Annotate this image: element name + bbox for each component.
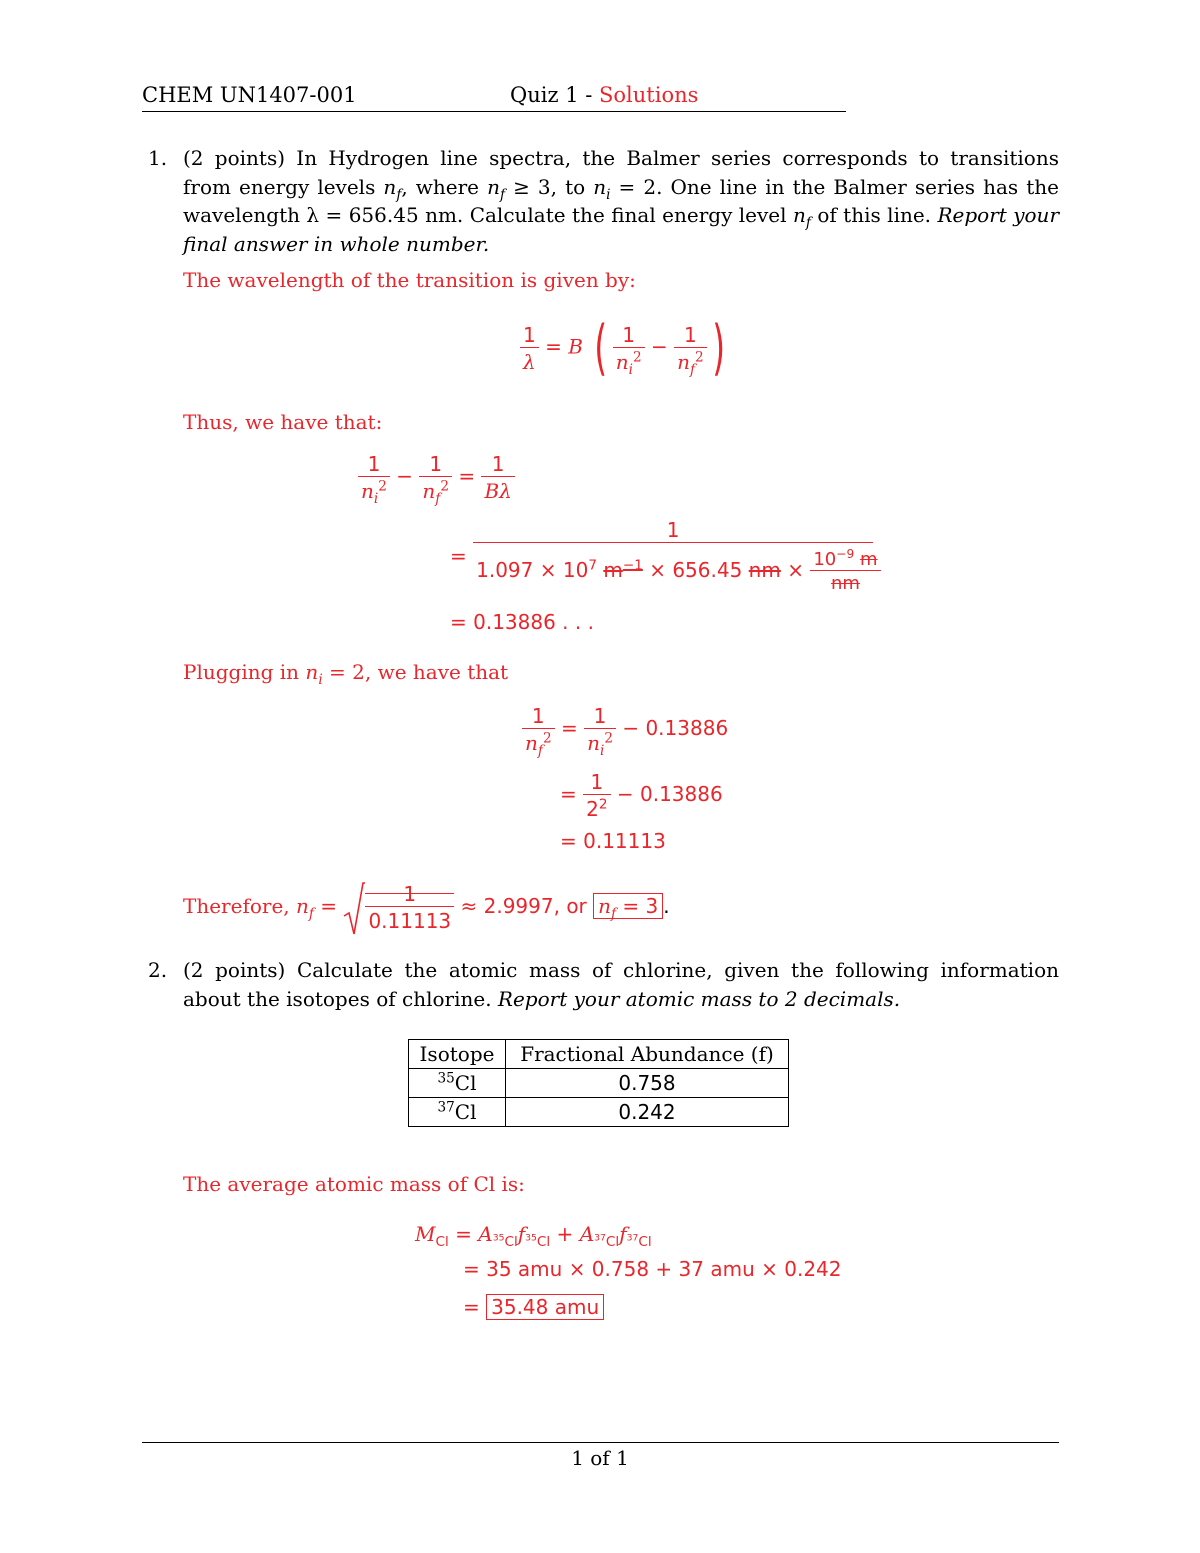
q1-thus: Thus, we have that: xyxy=(183,410,383,434)
q2-text: (2 points) Calculate the atomic mass of chlorine, given the following information about the isotopes of chlorine. Report your atomic mass to 2 decimals. xyxy=(183,958,1059,1011)
q1-final-answer: Therefore, $n_f$ = $\frac{1}{0.11113}$ ≈ 2.9997, or $n_f = 3$ . xyxy=(183,882,670,933)
page-number: 1 of 1 xyxy=(571,1446,629,1470)
q1-instruction: Report your final answer in whole number. xyxy=(183,203,1060,256)
sqrt-icon xyxy=(343,882,365,936)
q1-answer-box: $n_f = 3$ xyxy=(593,893,663,919)
q2-solution-intro: The average atomic mass of Cl is: xyxy=(183,1172,525,1196)
quiz-label: Quiz 1 - xyxy=(510,83,600,107)
abundance-cell: 0.242 xyxy=(506,1098,789,1127)
rydberg-equation: $\frac{1}{\lambda}$ = B ( $\frac{1}{n_i^2}$ − $\frac{1}{n_f^2}$ ) xyxy=(520,318,730,378)
col-header-abundance: Fractional Abundance (f) xyxy=(506,1040,789,1069)
step-2: = $\frac{1}{2^2}$ − 0.13886 xyxy=(560,770,723,821)
abundance-cell: 0.758 xyxy=(506,1069,789,1098)
mass-substitution: = 35 amu × 0.758 + 37 amu × 0.242 xyxy=(463,1257,842,1281)
q1-text: (2 points) In Hydrogen line spectra, the Balmer series corresponds to transitions from energy levels $n_f$, where $n_f \ge 3$, to $n_i = 2$. One line in the Balmer series has the wavelength λ = 656.45 nm. Calculate the final energy level $n_f$ of this line. Report your final answer in whole number. xyxy=(183,146,1060,256)
q1-number: 1. xyxy=(148,146,168,170)
mass-equation: $M_{Cl} = A_{^{35}Cl}f_{^{35}Cl} + A_{^{37}Cl}f_{^{37}Cl}$ xyxy=(415,1222,652,1250)
isotope-cell: $^{35}$Cl xyxy=(409,1069,506,1098)
numeric-substitution: = 1 $1.097 \times 10^7$ $m^{-1} \times 656.45$ nm × $\frac{10^{-9} m}{nm}$ xyxy=(450,518,873,594)
result-1: = 0.13886 . . . xyxy=(450,610,594,634)
q1-plugging: Plugging in $n_i = 2$, we have that xyxy=(183,660,509,688)
table-header-row xyxy=(409,1040,789,1069)
solutions-label: Solutions xyxy=(599,83,699,107)
step-1: $\frac{1}{n_f^2}$ = $\frac{1}{n_i^2}$ − 0.13886 xyxy=(522,704,728,755)
q2-answer-box: 35.48 amu xyxy=(486,1294,604,1320)
table-row xyxy=(409,1069,789,1098)
step-3: = 0.11113 xyxy=(560,829,666,853)
mass-result: = 35.48 amu xyxy=(463,1295,604,1319)
col-header-isotope: Isotope xyxy=(409,1040,506,1069)
isotope-table xyxy=(408,1039,789,1127)
q1-solution-intro: The wavelength of the transition is given by: xyxy=(183,268,636,292)
footer-rule xyxy=(142,1442,1059,1443)
q2-instruction: Report your atomic mass to 2 decimals. xyxy=(497,986,901,1011)
isotope-cell: $^{37}$Cl xyxy=(409,1098,506,1127)
course-code: CHEM UN1407-001 xyxy=(142,83,357,107)
q2-number: 2. xyxy=(148,958,168,982)
quiz-title xyxy=(510,83,698,107)
table-row xyxy=(409,1098,789,1127)
header-rule xyxy=(142,111,846,112)
rearranged-equation: $\frac{1}{n_i^2}$ − $\frac{1}{n_f^2}$ = $\frac{1}{B\lambda}$ xyxy=(358,452,515,503)
